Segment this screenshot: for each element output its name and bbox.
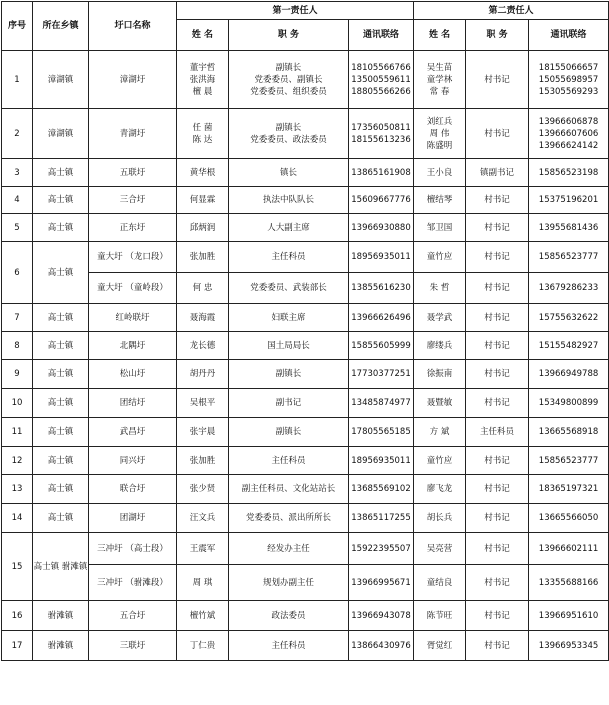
cell-second-phone: 15856523777 bbox=[529, 242, 609, 273]
cell-town: 驸滩镇 bbox=[33, 601, 89, 631]
cell-no: 11 bbox=[2, 418, 33, 447]
first-phone-line: 13500559611 bbox=[351, 74, 411, 85]
table-row bbox=[2, 51, 609, 109]
cell-second-phone: 15375196201 bbox=[529, 187, 609, 214]
cell-town: 高士镇 bbox=[33, 447, 89, 475]
cell-town: 高士镇 bbox=[33, 187, 89, 214]
table-row bbox=[2, 273, 609, 304]
table-row bbox=[2, 187, 609, 214]
second-phone-line: 13966606878 bbox=[538, 116, 599, 127]
header-second-responsible: 第二责任人 bbox=[414, 2, 609, 20]
header-first-post: 职 务 bbox=[229, 20, 349, 51]
cell-first-phone: 15855605999 bbox=[349, 332, 414, 360]
first-post-line: 党委委员、副镇长 bbox=[254, 74, 323, 85]
cell-first-phone: 13685569102 bbox=[349, 475, 414, 504]
first-phone-line: 18805566266 bbox=[351, 86, 411, 97]
cell-second-phone: 15155482927 bbox=[529, 332, 609, 360]
cell-dam: 青湖圩 bbox=[89, 109, 177, 159]
table-row bbox=[2, 447, 609, 475]
cell-second-post: 镇副书记 bbox=[466, 159, 529, 187]
cell-first-name: 周 琪 bbox=[177, 565, 229, 601]
cell-dam: 三联圩 bbox=[89, 631, 177, 661]
cell-dam: 联合圩 bbox=[89, 475, 177, 504]
cell-dam: 童大圩 （龙口段） bbox=[89, 242, 177, 273]
second-phone-line: 15305569293 bbox=[538, 86, 599, 97]
cell-dam: 童大圩 （童岭段） bbox=[89, 273, 177, 304]
cell-dam: 武昌圩 bbox=[89, 418, 177, 447]
table-row bbox=[2, 389, 609, 418]
cell-second-name: 方 斌 bbox=[414, 418, 466, 447]
cell-no: 9 bbox=[2, 360, 33, 389]
cell-first-phone: 17730377251 bbox=[349, 360, 414, 389]
table-row bbox=[2, 565, 609, 601]
cell-dam: 三冲圩 （驸滩段） bbox=[89, 565, 177, 601]
cell-second-phone bbox=[529, 109, 609, 159]
cell-first-phone: 13966626496 bbox=[349, 304, 414, 332]
header-second-phone: 通讯联络 bbox=[529, 20, 609, 51]
cell-dam: 松山圩 bbox=[89, 360, 177, 389]
cell-no: 3 bbox=[2, 159, 33, 187]
cell-second-post: 村书记 bbox=[466, 475, 529, 504]
second-phone-line: 18155066657 bbox=[538, 62, 599, 73]
cell-dam: 三合圩 bbox=[89, 187, 177, 214]
second-phone-line: 13966607606 bbox=[538, 128, 599, 139]
first-phone-line: 18155613236 bbox=[351, 134, 411, 145]
cell-second-name: 朱 哲 bbox=[414, 273, 466, 304]
cell-second-post: 村书记 bbox=[466, 389, 529, 418]
cell-second-post: 村书记 bbox=[466, 360, 529, 389]
cell-first-name: 胡丹丹 bbox=[177, 360, 229, 389]
cell-first-name: 张加胜 bbox=[177, 447, 229, 475]
cell-first-name: 邱炳润 bbox=[177, 214, 229, 242]
cell-first-post: 副主任科员、文化站站长 bbox=[229, 475, 349, 504]
cell-second-name: 胥觉红 bbox=[414, 631, 466, 661]
cell-second-phone: 15349800899 bbox=[529, 389, 609, 418]
first-phone-line: 18105566766 bbox=[351, 62, 411, 73]
cell-first-post: 执法中队队长 bbox=[229, 187, 349, 214]
cell-first-post: 国土局局长 bbox=[229, 332, 349, 360]
first-post-line: 副镇长 bbox=[275, 122, 302, 133]
cell-no: 6 bbox=[2, 242, 33, 304]
table-row bbox=[2, 631, 609, 661]
cell-no: 10 bbox=[2, 389, 33, 418]
cell-town: 高士镇 bbox=[33, 360, 89, 389]
cell-first-phone: 18956935011 bbox=[349, 242, 414, 273]
cell-no: 14 bbox=[2, 504, 33, 533]
cell-first-name: 王震军 bbox=[177, 533, 229, 565]
cell-first-post: 主任科员 bbox=[229, 631, 349, 661]
cell-second-name: 廖飞龙 bbox=[414, 475, 466, 504]
cell-second-post: 村书记 bbox=[466, 187, 529, 214]
cell-second-phone bbox=[529, 51, 609, 109]
cell-town: 高士镇 bbox=[33, 475, 89, 504]
header-first-name: 姓 名 bbox=[177, 20, 229, 51]
cell-second-name bbox=[414, 109, 466, 159]
cell-first-phone: 13966995671 bbox=[349, 565, 414, 601]
first-post-line: 副镇长 bbox=[275, 62, 302, 73]
cell-first-phone: 15922395507 bbox=[349, 533, 414, 565]
cell-town: 高士镇 bbox=[33, 504, 89, 533]
cell-dam: 团结圩 bbox=[89, 389, 177, 418]
first-name-line: 任 菌 bbox=[192, 122, 213, 133]
second-name-line: 常 春 bbox=[429, 86, 450, 97]
cell-dam: 五联圩 bbox=[89, 159, 177, 187]
cell-dam: 同兴圩 bbox=[89, 447, 177, 475]
cell-first-name: 汪文兵 bbox=[177, 504, 229, 533]
cell-second-name: 聂暨敏 bbox=[414, 389, 466, 418]
cell-first-phone: 17805565185 bbox=[349, 418, 414, 447]
cell-no: 13 bbox=[2, 475, 33, 504]
cell-first-post: 妇联主席 bbox=[229, 304, 349, 332]
cell-first-post: 党委委员、派出所所长 bbox=[229, 504, 349, 533]
cell-dam: 三冲圩 （高士段） bbox=[89, 533, 177, 565]
cell-no: 15 bbox=[2, 533, 33, 601]
cell-second-phone: 13665568918 bbox=[529, 418, 609, 447]
cell-no: 17 bbox=[2, 631, 33, 661]
cell-second-phone: 13355688166 bbox=[529, 565, 609, 601]
second-name-line: 陈盛明 bbox=[426, 140, 453, 151]
cell-second-phone: 15856523777 bbox=[529, 447, 609, 475]
cell-first-name: 何 忠 bbox=[177, 273, 229, 304]
table-row bbox=[2, 109, 609, 159]
cell-first-post: 经发办主任 bbox=[229, 533, 349, 565]
cell-town: 高士镇 bbox=[33, 304, 89, 332]
table-row bbox=[2, 332, 609, 360]
second-name-line: 周 伟 bbox=[429, 128, 450, 139]
cell-first-name: 吴根平 bbox=[177, 389, 229, 418]
cell-no: 16 bbox=[2, 601, 33, 631]
cell-first-phone: 13865161908 bbox=[349, 159, 414, 187]
cell-town: 高士镇 驸滩镇 bbox=[33, 533, 89, 601]
cell-second-post: 村书记 bbox=[466, 242, 529, 273]
cell-town: 漳湖镇 bbox=[33, 109, 89, 159]
cell-second-name: 童竹应 bbox=[414, 242, 466, 273]
cell-second-post: 村书记 bbox=[466, 273, 529, 304]
cell-second-name: 檀结琴 bbox=[414, 187, 466, 214]
cell-first-phone: 18956935011 bbox=[349, 447, 414, 475]
cell-first-name bbox=[177, 51, 229, 109]
header-first-responsible: 第一责任人 bbox=[177, 2, 414, 20]
cell-town: 驸滩镇 bbox=[33, 631, 89, 661]
cell-no: 7 bbox=[2, 304, 33, 332]
header-first-phone: 通讯联络 bbox=[349, 20, 414, 51]
cell-no: 8 bbox=[2, 332, 33, 360]
table-row bbox=[2, 601, 609, 631]
cell-second-name: 聂学武 bbox=[414, 304, 466, 332]
table-row bbox=[2, 159, 609, 187]
cell-second-name: 吴亮营 bbox=[414, 533, 466, 565]
cell-dam: 漳湖圩 bbox=[89, 51, 177, 109]
cell-no: 5 bbox=[2, 214, 33, 242]
cell-no: 1 bbox=[2, 51, 33, 109]
cell-second-post: 村书记 bbox=[466, 51, 529, 109]
cell-second-name bbox=[414, 51, 466, 109]
cell-first-name bbox=[177, 109, 229, 159]
second-name-line: 童学林 bbox=[426, 74, 453, 85]
table-row bbox=[2, 214, 609, 242]
cell-town: 高士镇 bbox=[33, 242, 89, 304]
cell-second-post: 村书记 bbox=[466, 601, 529, 631]
cell-second-phone: 13966953345 bbox=[529, 631, 609, 661]
cell-first-post bbox=[229, 51, 349, 109]
cell-first-name: 何显霖 bbox=[177, 187, 229, 214]
cell-second-name: 徐振南 bbox=[414, 360, 466, 389]
second-name-line: 吴生苗 bbox=[426, 62, 453, 73]
second-phone-line: 13966624142 bbox=[538, 140, 599, 151]
cell-first-phone: 13966943078 bbox=[349, 601, 414, 631]
cell-first-post: 规划办副主任 bbox=[229, 565, 349, 601]
table-row bbox=[2, 304, 609, 332]
second-phone-line: 15055698957 bbox=[538, 74, 599, 85]
cell-second-phone: 13665566050 bbox=[529, 504, 609, 533]
cell-second-post: 村书记 bbox=[466, 533, 529, 565]
cell-first-phone bbox=[349, 109, 414, 159]
cell-second-phone: 18365197321 bbox=[529, 475, 609, 504]
table-row bbox=[2, 418, 609, 447]
header-second-name: 姓 名 bbox=[414, 20, 466, 51]
cell-dam: 团湖圩 bbox=[89, 504, 177, 533]
cell-first-phone: 13966930880 bbox=[349, 214, 414, 242]
second-name-line: 刘红兵 bbox=[426, 116, 453, 127]
cell-first-phone: 13855616230 bbox=[349, 273, 414, 304]
header-dam: 圩口名称 bbox=[89, 2, 177, 51]
cell-town: 高士镇 bbox=[33, 389, 89, 418]
cell-first-post: 主任科员 bbox=[229, 447, 349, 475]
cell-town: 高士镇 bbox=[33, 418, 89, 447]
cell-second-post: 村书记 bbox=[466, 504, 529, 533]
header-town: 所在乡镇 bbox=[33, 2, 89, 51]
cell-first-phone bbox=[349, 51, 414, 109]
cell-second-post: 主任科员 bbox=[466, 418, 529, 447]
cell-first-name: 丁仁贵 bbox=[177, 631, 229, 661]
cell-second-phone: 15755632622 bbox=[529, 304, 609, 332]
header-second-post: 职 务 bbox=[466, 20, 529, 51]
cell-second-phone: 13955681436 bbox=[529, 214, 609, 242]
cell-first-name: 聂海霞 bbox=[177, 304, 229, 332]
first-name-line: 檀 晨 bbox=[192, 86, 213, 97]
table-row bbox=[2, 533, 609, 565]
cell-second-post: 村书记 bbox=[466, 214, 529, 242]
table-row bbox=[2, 504, 609, 533]
cell-first-post: 党委委员、武装部长 bbox=[229, 273, 349, 304]
cell-first-post: 主任科员 bbox=[229, 242, 349, 273]
cell-dam: 正东圩 bbox=[89, 214, 177, 242]
cell-no: 2 bbox=[2, 109, 33, 159]
cell-town: 高士镇 bbox=[33, 159, 89, 187]
cell-second-name: 童竹应 bbox=[414, 447, 466, 475]
cell-first-phone: 13866430976 bbox=[349, 631, 414, 661]
first-name-line: 董宇哲 bbox=[189, 62, 216, 73]
cell-first-post: 镇长 bbox=[229, 159, 349, 187]
cell-first-phone: 13485874977 bbox=[349, 389, 414, 418]
first-name-line: 陈 达 bbox=[192, 134, 213, 145]
cell-first-name: 檀竹斌 bbox=[177, 601, 229, 631]
cell-second-phone: 13966949788 bbox=[529, 360, 609, 389]
cell-town: 高士镇 bbox=[33, 214, 89, 242]
cell-second-phone: 13679286233 bbox=[529, 273, 609, 304]
cell-no: 4 bbox=[2, 187, 33, 214]
cell-first-post: 副镇长 bbox=[229, 418, 349, 447]
first-name-line: 张洪海 bbox=[189, 74, 216, 85]
cell-no: 12 bbox=[2, 447, 33, 475]
first-phone-line: 17356050811 bbox=[351, 122, 411, 133]
first-post-line: 党委委员、组织委员 bbox=[250, 86, 327, 97]
cell-dam: 五合圩 bbox=[89, 601, 177, 631]
cell-first-name: 张加胜 bbox=[177, 242, 229, 273]
cell-first-post: 副镇长 bbox=[229, 360, 349, 389]
header-no: 序号 bbox=[2, 2, 33, 51]
cell-second-name: 廖缕兵 bbox=[414, 332, 466, 360]
cell-first-post: 人大副主席 bbox=[229, 214, 349, 242]
cell-second-post: 村书记 bbox=[466, 332, 529, 360]
cell-first-phone: 15609667776 bbox=[349, 187, 414, 214]
cell-second-post: 村书记 bbox=[466, 631, 529, 661]
cell-first-name: 黄华根 bbox=[177, 159, 229, 187]
cell-first-name: 张少贤 bbox=[177, 475, 229, 504]
table-row bbox=[2, 475, 609, 504]
cell-first-name: 龙长德 bbox=[177, 332, 229, 360]
cell-second-post: 村书记 bbox=[466, 304, 529, 332]
cell-first-phone: 13865117255 bbox=[349, 504, 414, 533]
cell-second-name: 王小良 bbox=[414, 159, 466, 187]
cell-second-name: 童结良 bbox=[414, 565, 466, 601]
cell-second-post: 村书记 bbox=[466, 447, 529, 475]
cell-second-name: 胡长兵 bbox=[414, 504, 466, 533]
cell-second-phone: 15856523198 bbox=[529, 159, 609, 187]
cell-town: 高士镇 bbox=[33, 332, 89, 360]
cell-second-phone: 13966951610 bbox=[529, 601, 609, 631]
cell-town: 漳湖镇 bbox=[33, 51, 89, 109]
cell-first-name: 张宇晨 bbox=[177, 418, 229, 447]
table-row bbox=[2, 360, 609, 389]
cell-dam: 北隅圩 bbox=[89, 332, 177, 360]
cell-second-post: 村书记 bbox=[466, 109, 529, 159]
table-row bbox=[2, 242, 609, 273]
cell-second-phone: 13966602111 bbox=[529, 533, 609, 565]
cell-first-post: 政法委员 bbox=[229, 601, 349, 631]
cell-first-post bbox=[229, 109, 349, 159]
cell-second-name: 陈节旺 bbox=[414, 601, 466, 631]
cell-second-post: 村书记 bbox=[466, 565, 529, 601]
cell-dam: 红岭联圩 bbox=[89, 304, 177, 332]
cell-second-name: 邹卫国 bbox=[414, 214, 466, 242]
responsibility-table bbox=[1, 1, 609, 661]
first-post-line: 党委委员、政法委员 bbox=[250, 134, 327, 145]
cell-first-post: 副书记 bbox=[229, 389, 349, 418]
